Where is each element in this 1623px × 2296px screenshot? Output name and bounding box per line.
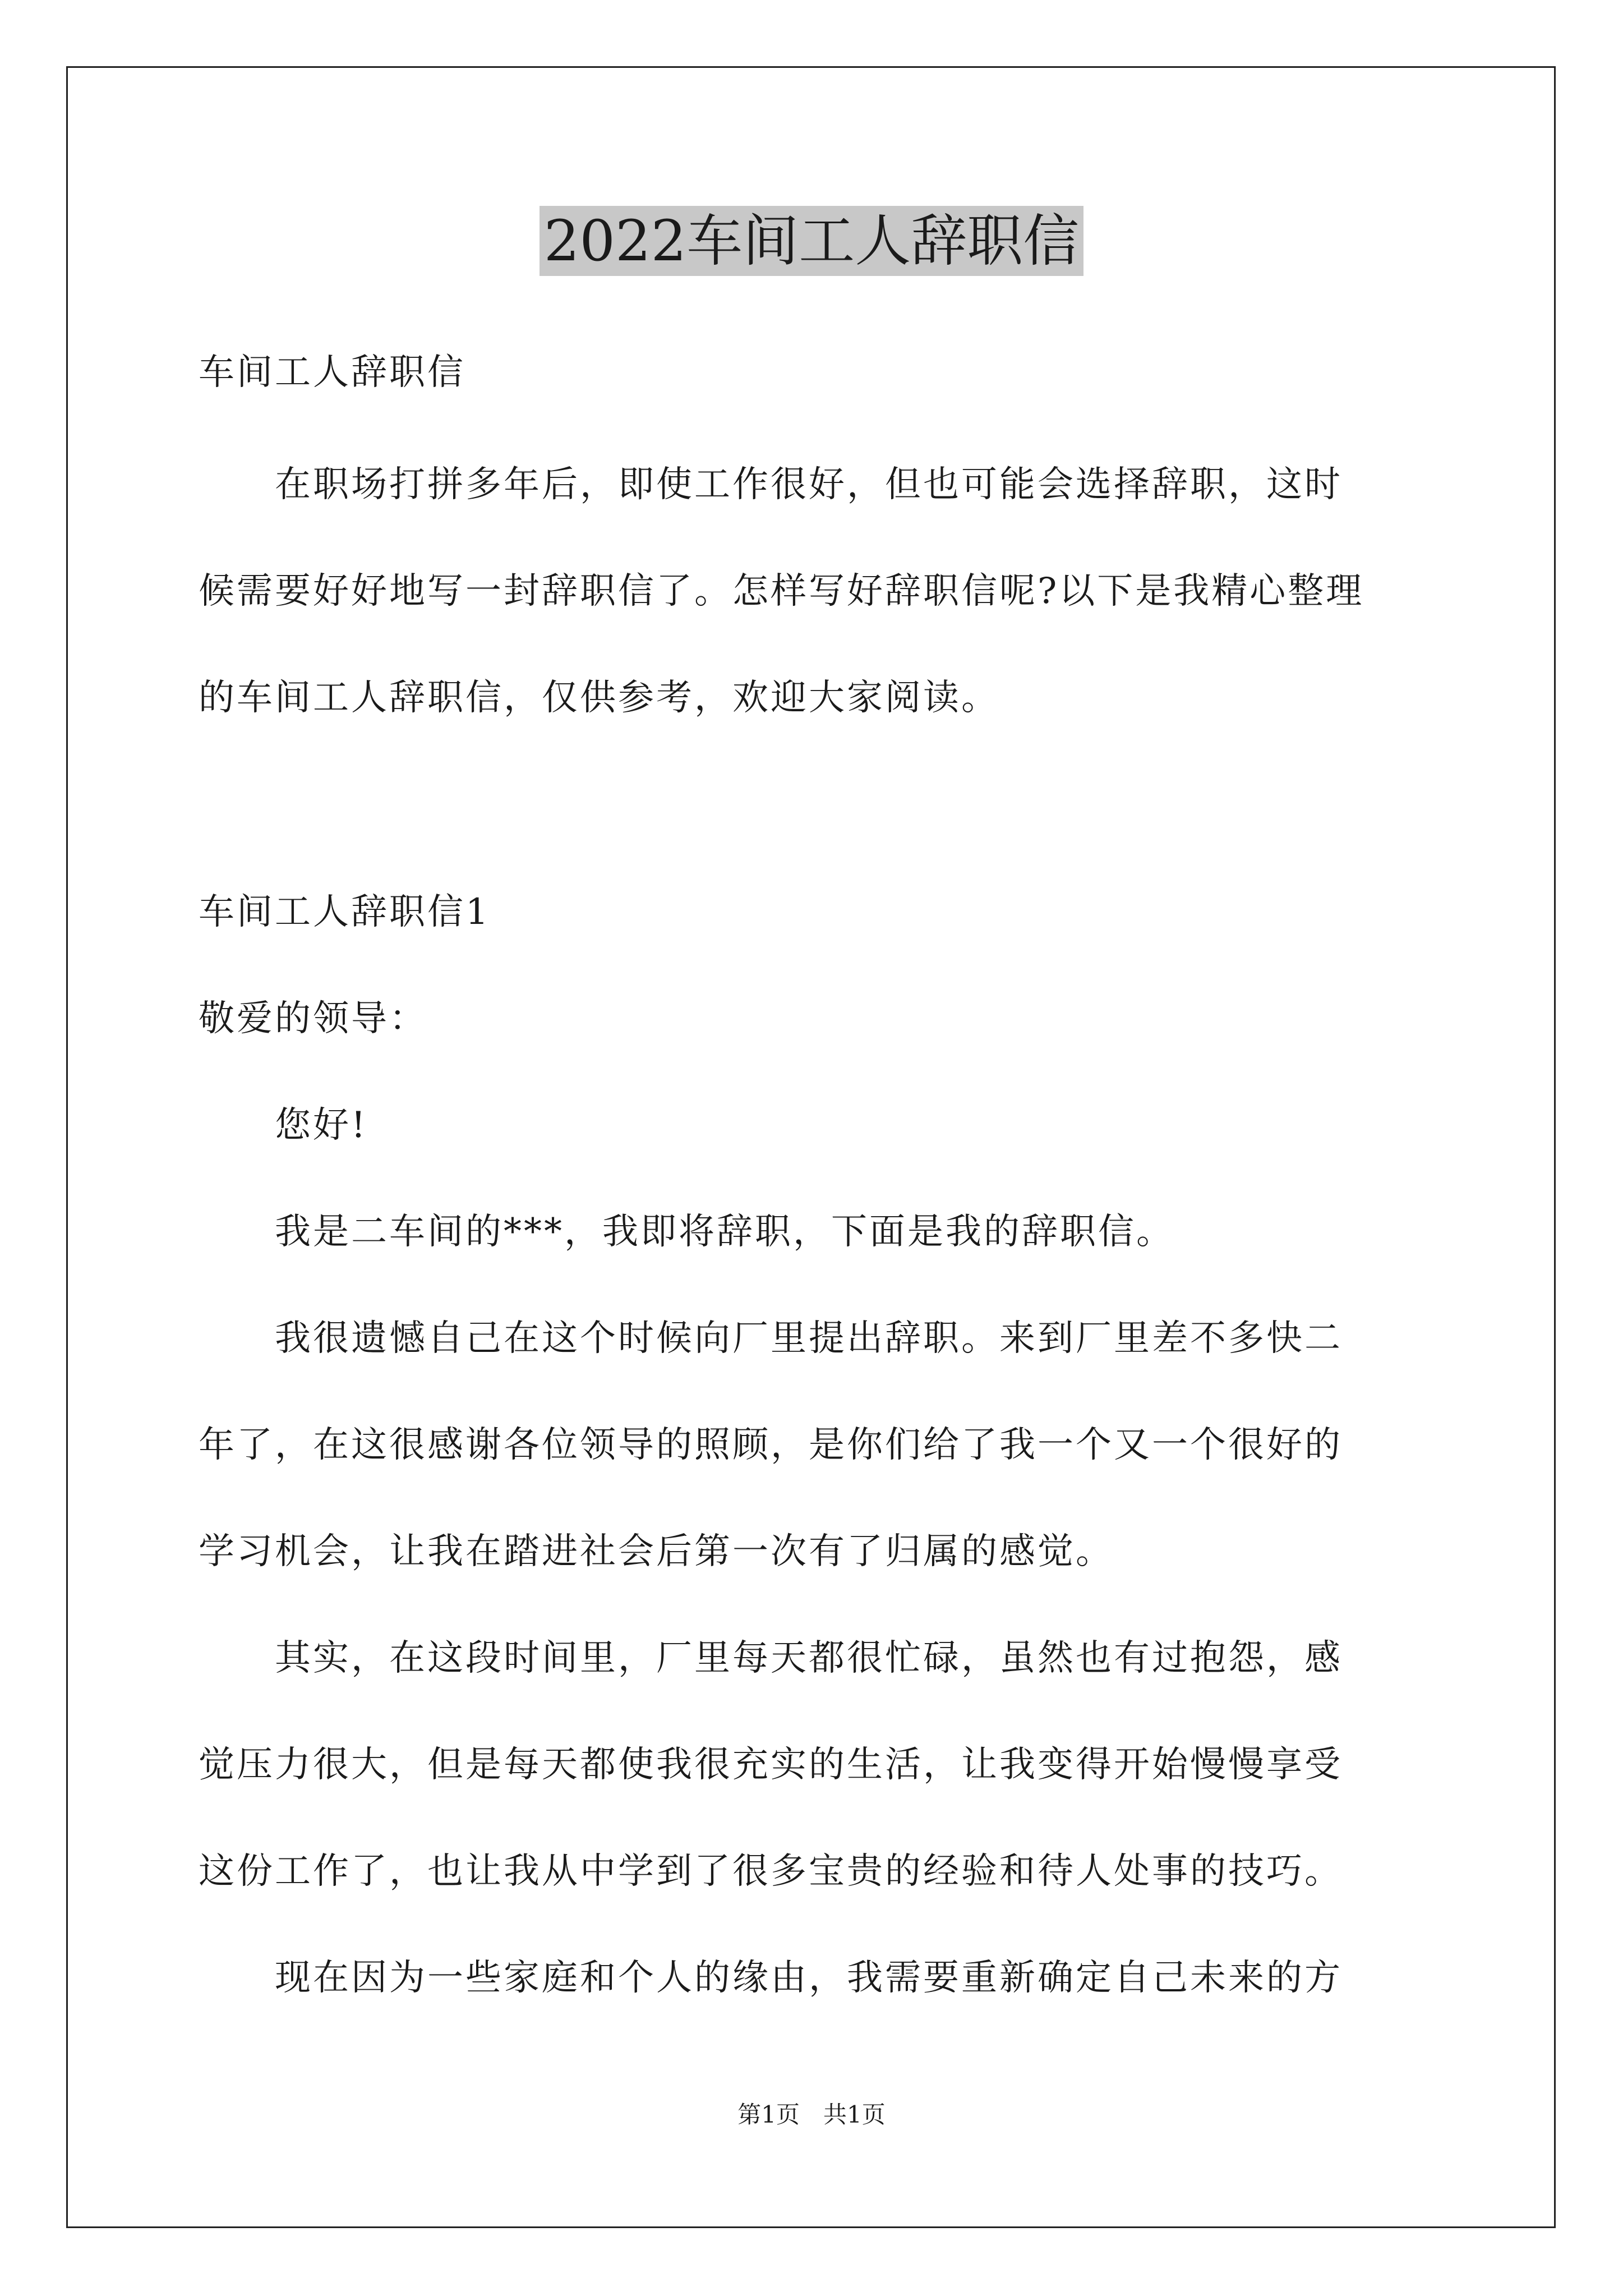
text-line: 我是二车间的***，我即将辞职，下面是我的辞职信。 xyxy=(199,1211,1174,1253)
text-line: 的车间工人辞职信，仅供参考，欢迎大家阅读。 xyxy=(199,677,999,719)
text-line: 学习机会，让我在踏进社会后第一次有了归属的感觉。 xyxy=(199,1531,1114,1572)
page-footer: 第1页 共1页 xyxy=(737,2101,886,2128)
section-heading: 车间工人辞职信1 xyxy=(199,891,491,933)
greeting: 您好! xyxy=(199,1105,368,1146)
text-line: 现在因为一些家庭和个人的缘由，我需要重新确定自己未来的方 xyxy=(199,1957,1343,1999)
text-line: 我很遗憾自己在这个时候向厂里提出辞职。来到厂里差不多快二 xyxy=(199,1318,1343,1359)
text-line: 年了，在这很感谢各位领导的照顾，是你们给了我一个又一个很好的 xyxy=(199,1424,1343,1466)
salutation: 敬爱的领导： xyxy=(199,998,427,1039)
text-line: 候需要好好地写一封辞职信了。怎样写好辞职信呢?以下是我精心整理 xyxy=(199,570,1364,612)
document-title-text: 2022车间工人辞职信 xyxy=(540,206,1084,276)
text-line: 其实，在这段时间里，厂里每天都很忙碌，虽然也有过抱怨，感 xyxy=(199,1637,1343,1679)
text-line: 在职场打拼多年后，即使工作很好，但也可能会选择辞职，这时 xyxy=(199,464,1343,505)
subtitle-line: 车间工人辞职信 xyxy=(199,352,465,393)
document-title xyxy=(0,205,1623,278)
text-line: 觉压力很大，但是每天都使我很充实的生活，让我变得开始慢慢享受 xyxy=(199,1744,1343,1786)
text-line: 这份工作了，也让我从中学到了很多宝贵的经验和待人处事的技巧。 xyxy=(199,1851,1343,1892)
